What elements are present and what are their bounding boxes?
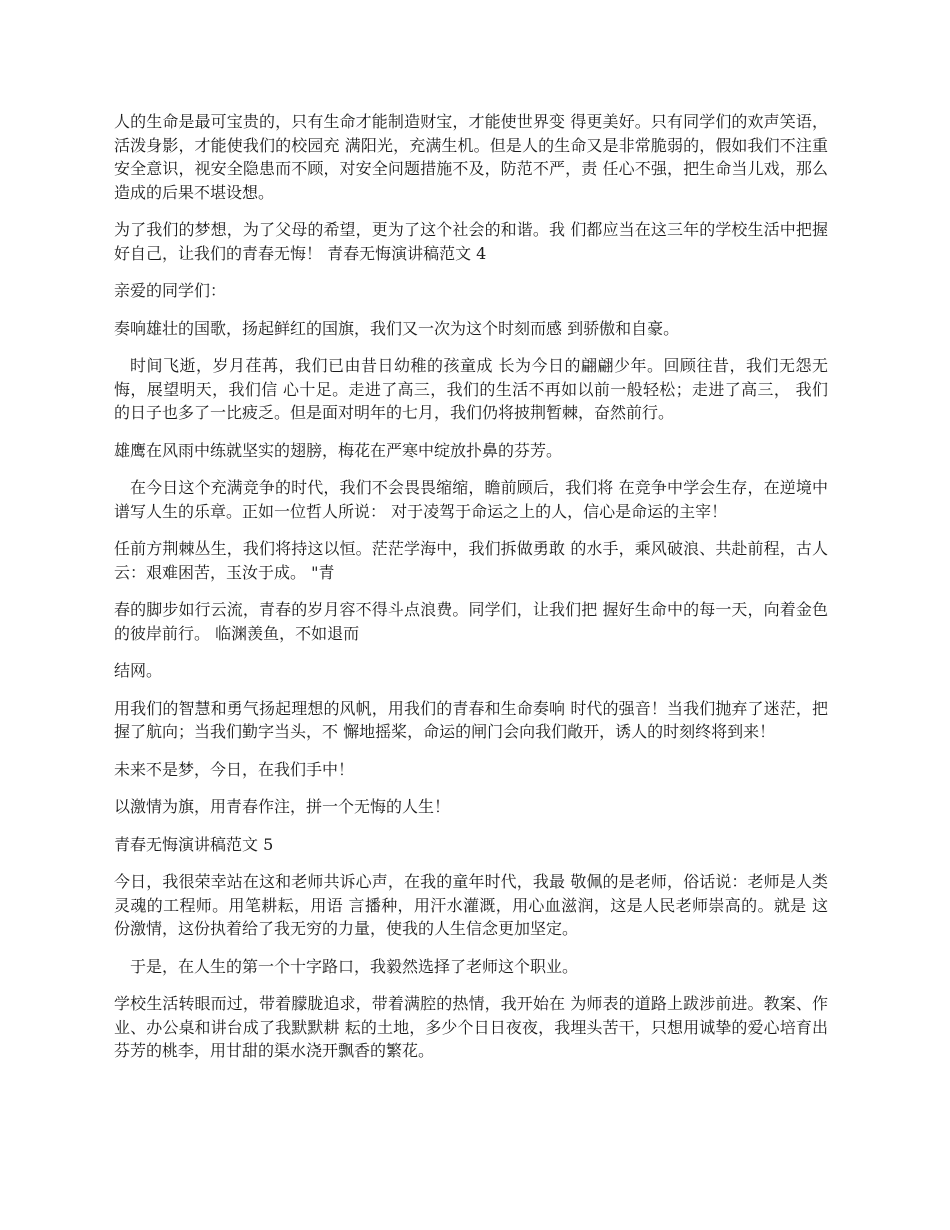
paragraph-10: 结网。	[114, 661, 163, 680]
paragraph-15: 今日，我很荣幸站在这和老师共诉心声，在我的童年时代，我最 敬佩的是老师，俗话说：老师是人类灵魂的工程师。用笔耕耘，用语 言播种，用汗水灌溉，用心血滋润，这是人民老师崇高的。就是 这份激情，这份执着给了我无穷的力量，使我的人生信念更加坚定。	[114, 872, 828, 938]
paragraph-6: 雄鹰在风雨中练就坚实的翅膀，梅花在严寒中绽放扑鼻的芬芳。	[114, 440, 563, 460]
paragraph-1: 人的生命是最可宝贵的，只有生命才能制造财宝，才能使世界变 得更美好。只有同学们的欢声笑语，活泼身影，才能使我们的校园充 满阳光，充满生机。但是人的生命又是非常脆弱的，假如我们不注重 安全意识，视安全隐患而不顾，对安全问题措施不及，防范不严，责 任心不强，把生命当儿戏，那么造成的后果不堪设想。	[114, 112, 828, 202]
section-heading: 青春无悔演讲稿范文 5	[114, 834, 274, 854]
paragraph-13: 以激情为旗，用青春作注，拼一个无悔的人生！	[114, 797, 451, 816]
paragraph-12: 未来不是梦，今日，在我们手中！	[114, 759, 355, 779]
document-page	[114, 110, 828, 1077]
paragraph-9: 春的脚步如行云流，青春的岁月容不得斗点浪费。同学们，让我们把 握好生命中的每一天，向着金色的彼岸前行。 临渊羡鱼，不如退而	[114, 600, 828, 643]
paragraph-3: 亲爱的同学们：	[114, 281, 227, 300]
paragraph-5: 时间飞逝，岁月荏苒，我们已由昔日幼稚的孩童成 长为今日的翩翩少年。回顾往昔，我们无怨无悔，展望明天，我们信 心十足。走进了高三，我们的生活不再如以前一般轻松；走进了高三， 我们的日子也多了一比疲乏。但是面对明年的七月，我们仍将披荆暂棘，奋然前行。	[114, 356, 828, 422]
paragraph-11: 用我们的智慧和勇气扬起理想的风帆，用我们的青春和生命奏响 时代的强音！当我们抛弃了迷茫，把握了航向；当我们勤字当头，不 懈地摇桨，命运的闸门会向我们敞开，诱人的时刻终将到来！	[114, 698, 828, 741]
paragraph-4: 奏响雄壮的国歌，扬起鲜红的国旗，我们又一次为这个时刻而感 到骄傲和自豪。	[114, 318, 680, 338]
paragraph-8: 任前方荆棘丛生，我们将持这以恒。茫茫学海中，我们拆做勇敢 的水手，乘风破浪、共赴前程，古人云：艰难困苦，玉汝于成。 "青	[114, 539, 828, 582]
paragraph-16: 于是，在人生的第一个十字路口，我毅然选择了老师这个职业。	[130, 956, 579, 976]
paragraph-17: 学校生活转眼而过，带着朦胧追求，带着满腔的热情，我开始在 为师表的道路上跋涉前进。教案、作业、办公桌和讲台成了我默默耕 耘的土地，多少个日日夜夜，我埋头苦干，只想用诚挚的爱心培育出 芬芳的桃李，用甘甜的渠水浇开飘香的繁花。	[114, 994, 828, 1060]
paragraph-7: 在今日这个充满竞争的时代，我们不会畏畏缩缩，瞻前顾后，我们将 在竞争中学会生存，在逆境中谱写人生的乐章。正如一位哲人所说： 对于凌驾于命运之上的人，信心是命运的主宰！	[114, 478, 828, 521]
paragraph-2: 为了我们的梦想，为了父母的希望，更为了这个社会的和谐。我 们都应当在这三年的学校生活中把握好自己，让我们的青春无悔！ 青春无悔演讲稿范文 4	[114, 220, 828, 263]
